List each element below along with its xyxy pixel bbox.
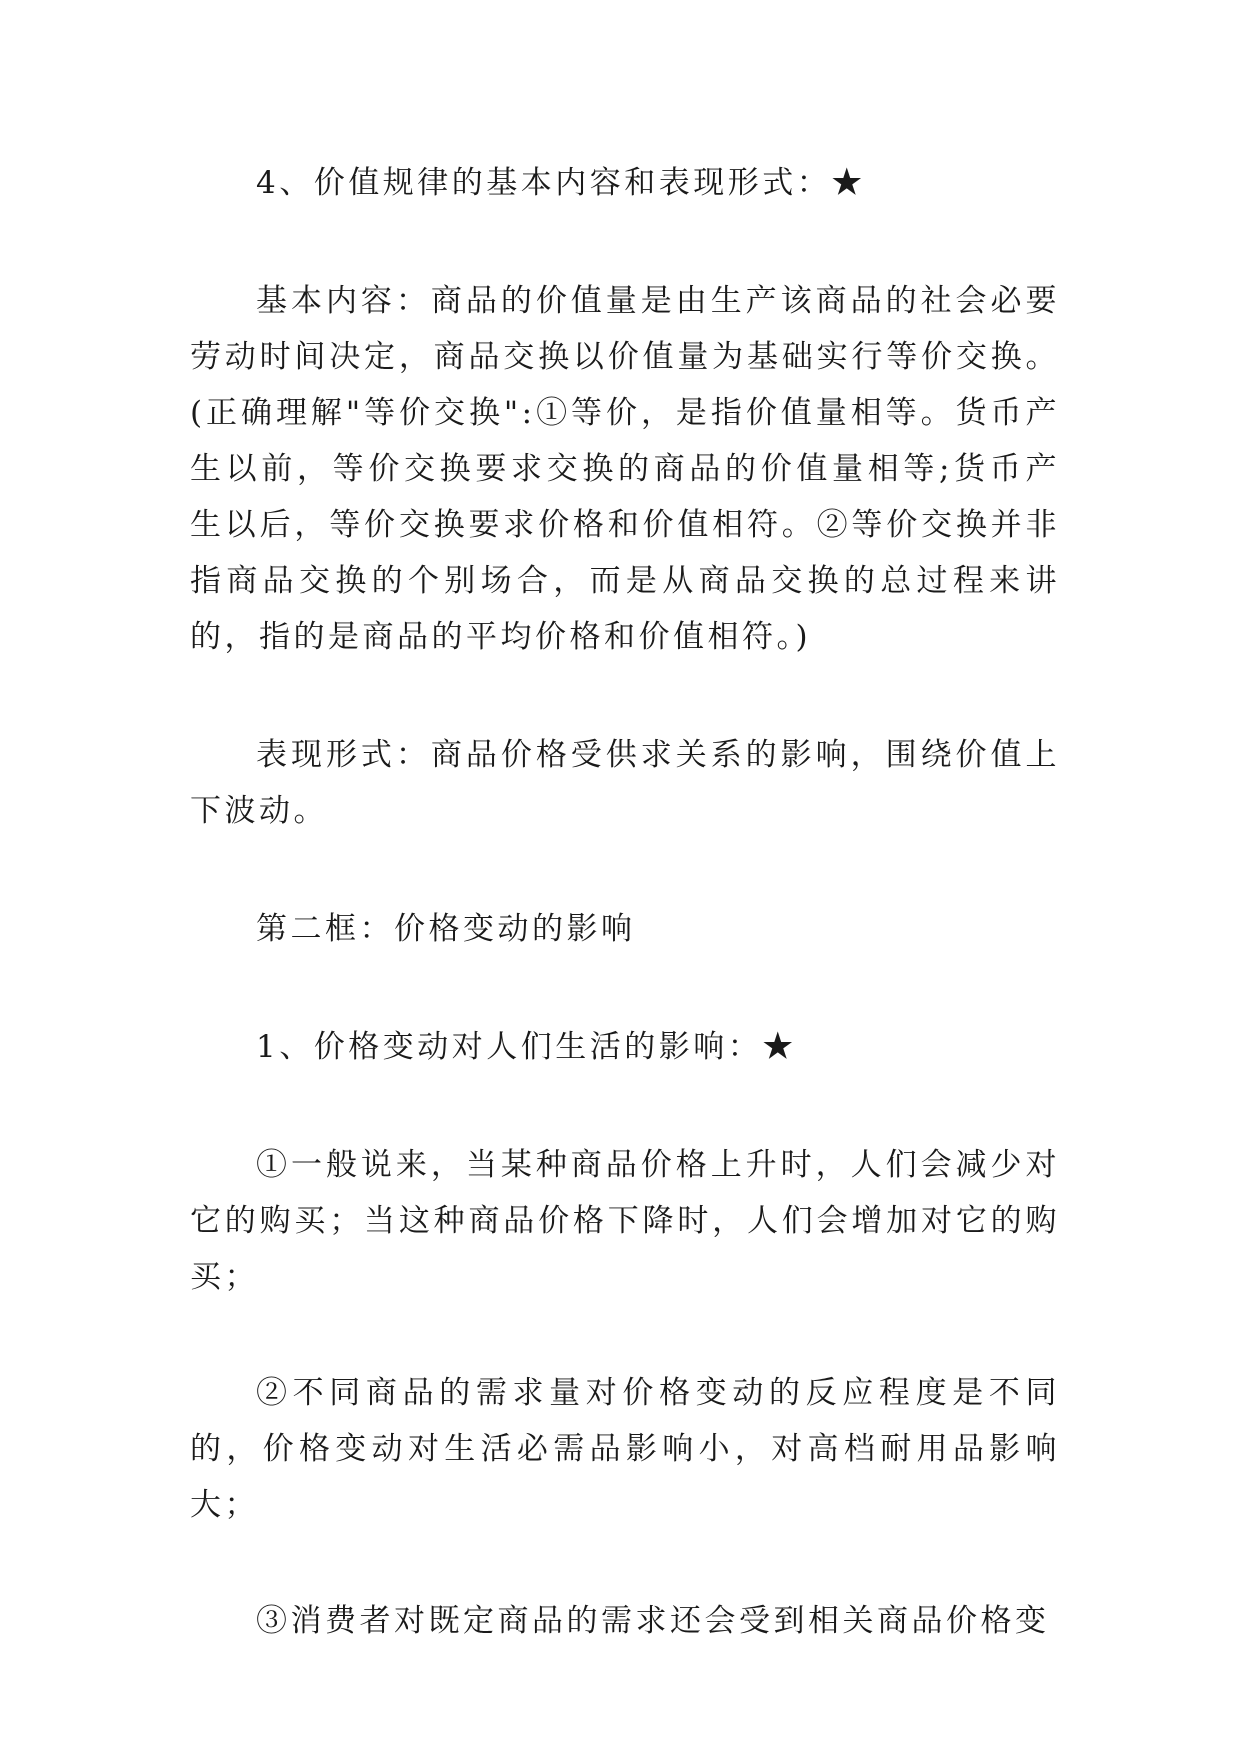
paragraph-gap [190,1305,1060,1365]
section-heading-second-frame: 第二框：价格变动的影响 [256,911,636,947]
paragraph-point-1: ①一般说来，当某种商品价格上升时，人们会减少对它的购买；当这种商品价格下降时，人们会增加对它的购买； [190,1147,1060,1295]
heading-price-change-impact: 1、价格变动对人们生活的影响：★ [256,1029,797,1065]
document-body [190,155,1060,1649]
paragraph-gap [190,957,1060,1019]
paragraph-gap [190,211,1060,273]
paragraph-gap [190,665,1060,727]
paragraph-gap [190,1533,1060,1593]
paragraph-gap [190,1075,1060,1137]
heading-value-law: 4、价值规律的基本内容和表现形式：★ [256,165,866,201]
paragraph-point-3: ③消费者对既定商品的需求还会受到相关商品价格变 [256,1603,1050,1639]
paragraph-basic-content: 基本内容：商品的价值量是由生产该商品的社会必要劳动时间决定，商品交换以价值量为基础实行等价交换。(正确理解"等价交换":①等价，是指价值量相等。货币产生以前，等价交换要求交换的商品的价值量相等;货币产生以后，等价交换要求价格和价值相符。②等价交换并非指商品交换的个别场合，而是从商品交换的总过程来讲的，指的是商品的平均价格和价值相符。) [190,283,1060,655]
paragraph-gap [190,839,1060,901]
paragraph-point-2: ②不同商品的需求量对价格变动的反应程度是不同的，价格变动对生活必需品影响小，对高档耐用品影响大； [190,1375,1060,1523]
paragraph-expression-form: 表现形式：商品价格受供求关系的影响，围绕价值上下波动。 [190,737,1060,829]
